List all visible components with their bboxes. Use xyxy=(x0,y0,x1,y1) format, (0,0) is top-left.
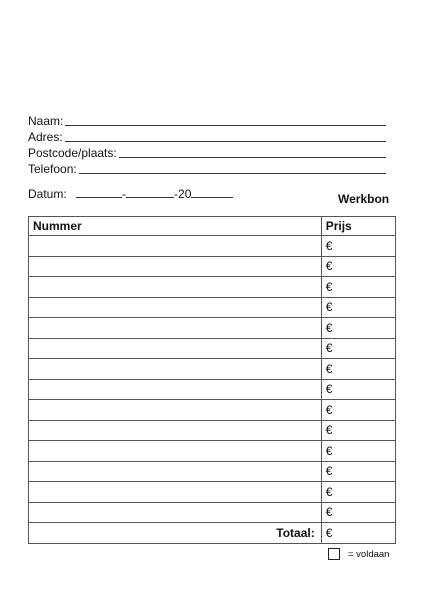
number-cell[interactable] xyxy=(29,400,322,421)
table-row xyxy=(29,297,396,318)
date-month-blank[interactable] xyxy=(126,186,174,198)
number-cell[interactable] xyxy=(29,318,322,339)
price-cell[interactable]: € xyxy=(321,277,395,298)
table-header-row xyxy=(29,217,396,236)
table-row xyxy=(29,400,396,421)
number-cell[interactable] xyxy=(29,256,322,277)
number-cell[interactable] xyxy=(29,379,322,400)
date-field[interactable] xyxy=(28,186,233,201)
date-century: -20 xyxy=(174,187,192,201)
total-row xyxy=(29,523,396,544)
price-cell[interactable]: € xyxy=(321,502,395,523)
name-field[interactable] xyxy=(28,112,386,128)
postcode-field[interactable] xyxy=(28,144,386,160)
price-cell[interactable]: € xyxy=(321,400,395,421)
table-row xyxy=(29,379,396,400)
table-row xyxy=(29,482,396,503)
price-cell[interactable]: € xyxy=(321,256,395,277)
price-cell[interactable]: € xyxy=(321,482,395,503)
date-separator: - xyxy=(122,187,127,201)
date-year-blank[interactable] xyxy=(191,186,233,198)
number-cell[interactable] xyxy=(29,502,322,523)
total-label: Totaal: xyxy=(29,523,322,544)
number-cell[interactable] xyxy=(29,420,322,441)
legend xyxy=(328,548,389,560)
number-cell[interactable] xyxy=(29,277,322,298)
workorder-table xyxy=(28,216,396,544)
header-number: Nummer xyxy=(29,217,322,236)
price-cell[interactable]: € xyxy=(321,441,395,462)
number-cell[interactable] xyxy=(29,338,322,359)
page-title: Werkbon xyxy=(338,192,390,206)
price-cell[interactable]: € xyxy=(321,297,395,318)
table-row xyxy=(29,502,396,523)
table-row xyxy=(29,359,396,380)
number-cell[interactable] xyxy=(29,482,322,503)
table-row xyxy=(29,338,396,359)
table-row xyxy=(29,461,396,482)
price-cell[interactable]: € xyxy=(321,379,395,400)
number-cell[interactable] xyxy=(29,461,322,482)
postcode-line[interactable] xyxy=(119,157,386,158)
table-row xyxy=(29,277,396,298)
legend-text: = voldaan xyxy=(348,548,390,560)
phone-label: Telefoon: xyxy=(28,162,77,176)
postcode-label: Postcode/plaats: xyxy=(28,146,117,160)
table-row xyxy=(29,441,396,462)
paid-checkbox[interactable] xyxy=(328,548,340,560)
phone-line[interactable] xyxy=(79,173,386,174)
number-cell[interactable] xyxy=(29,359,322,380)
price-cell[interactable]: € xyxy=(321,461,395,482)
date-label: Datum: xyxy=(28,187,67,201)
address-line[interactable] xyxy=(65,141,386,142)
header-price: Prijs xyxy=(321,217,395,236)
date-day-blank[interactable] xyxy=(76,186,122,198)
name-line[interactable] xyxy=(65,125,386,126)
price-cell[interactable]: € xyxy=(321,359,395,380)
name-label: Naam: xyxy=(28,114,64,128)
table-row xyxy=(29,318,396,339)
price-cell[interactable]: € xyxy=(321,420,395,441)
table-row xyxy=(29,256,396,277)
table-row xyxy=(29,236,396,257)
number-cell[interactable] xyxy=(29,236,322,257)
price-cell[interactable]: € xyxy=(321,318,395,339)
number-cell[interactable] xyxy=(29,297,322,318)
address-label: Adres: xyxy=(28,130,63,144)
number-cell[interactable] xyxy=(29,441,322,462)
total-price-cell[interactable]: € xyxy=(321,523,395,544)
phone-field[interactable] xyxy=(28,160,386,176)
price-cell[interactable]: € xyxy=(321,236,395,257)
address-field[interactable] xyxy=(28,128,386,144)
table-row xyxy=(29,420,396,441)
table-body xyxy=(29,236,396,544)
price-cell[interactable]: € xyxy=(321,338,395,359)
